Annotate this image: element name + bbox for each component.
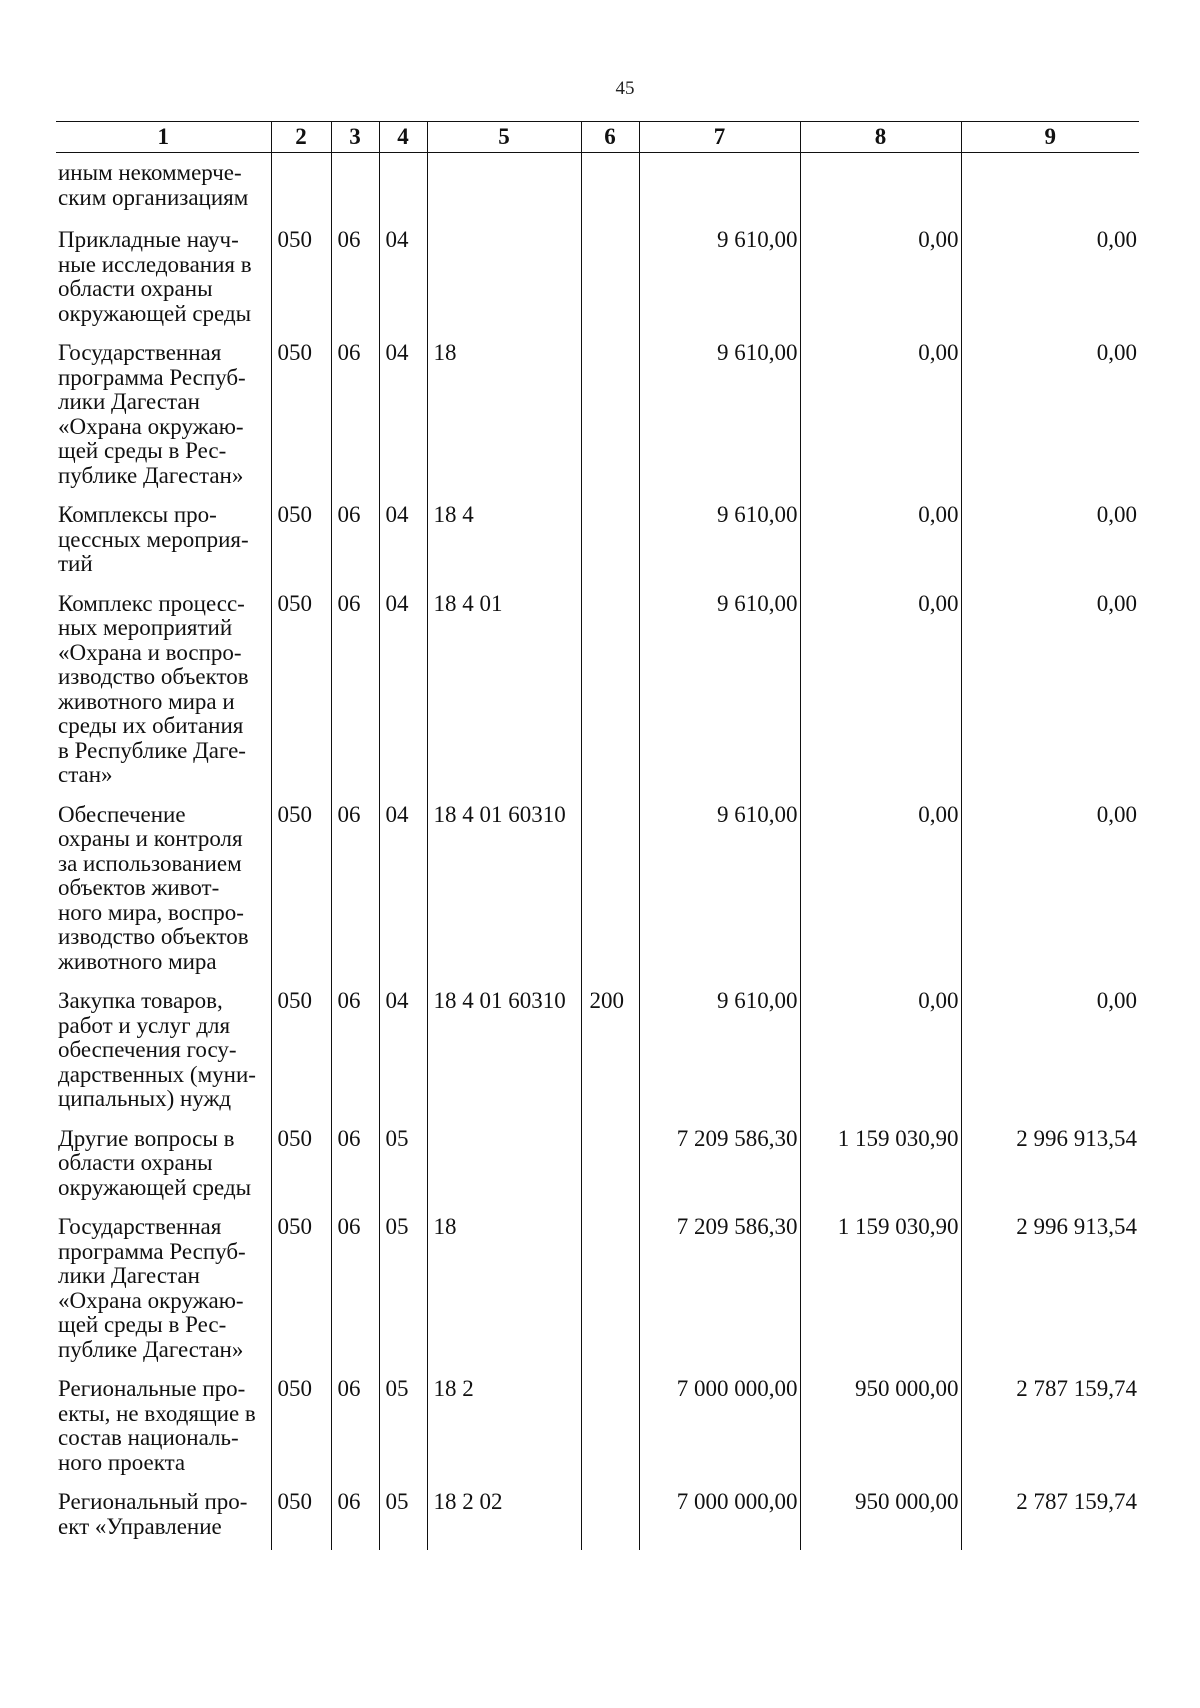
header-col-5: 5 [427, 122, 581, 153]
cell-expense-type [581, 1211, 639, 1373]
cell-section: 06 [331, 1486, 379, 1550]
table-row [56, 337, 1139, 499]
cell-name: иным некоммерче- ским организациям [58, 160, 249, 210]
cell-amount-col7: 7 209 586,30 [639, 1211, 800, 1373]
header-col-7: 7 [639, 122, 800, 153]
table-row [56, 224, 1139, 337]
cell-amount-col8 [800, 153, 961, 225]
table-row [56, 1211, 1139, 1373]
cell-amount-col9: 2 787 159,74 [961, 1486, 1139, 1550]
cell-expense-type [581, 499, 639, 588]
cell-target-article: 18 4 01 [427, 588, 581, 799]
cell-amount-col8: 0,00 [800, 499, 961, 588]
cell-amount-col9: 0,00 [961, 985, 1139, 1123]
table-row [56, 1123, 1139, 1212]
cell-target-article: 18 [427, 337, 581, 499]
table-row [56, 1373, 1139, 1486]
cell-amount-col8: 950 000,00 [800, 1486, 961, 1550]
cell-section: 06 [331, 1211, 379, 1373]
cell-amount-col9: 2 996 913,54 [961, 1211, 1139, 1373]
cell-section: 06 [331, 985, 379, 1123]
cell-name: Закупка товаров, работ и услуг для обеспечения госу- дарственных (муни- ципальных) нужд [58, 988, 256, 1111]
cell-administrator: 050 [271, 1373, 331, 1486]
header-col-8: 8 [800, 122, 961, 153]
cell-amount-col8: 0,00 [800, 224, 961, 337]
cell-amount-col7: 7 209 586,30 [639, 1123, 800, 1212]
cell-subsection: 05 [379, 1373, 427, 1486]
header-col-3: 3 [331, 122, 379, 153]
cell-section: 06 [331, 499, 379, 588]
cell-amount-col8: 0,00 [800, 337, 961, 499]
table-row [56, 153, 1139, 225]
cell-name: Прикладные науч- ные исследования в области охраны окружающей среды [58, 227, 252, 326]
cell-amount-col9: 2 996 913,54 [961, 1123, 1139, 1212]
cell-amount-col9: 0,00 [961, 337, 1139, 499]
cell-administrator: 050 [271, 1486, 331, 1550]
cell-name: Региональный про- ект «Управление [58, 1489, 248, 1539]
cell-name: Государственная программа Респуб- лики Дагестан «Охрана окружаю- щей среды в Рес- публике Дагестан» [58, 1214, 246, 1362]
cell-administrator: 050 [271, 1123, 331, 1212]
cell-amount-col9 [961, 153, 1139, 225]
cell-expense-type [581, 1486, 639, 1550]
cell-name: Государственная программа Респуб- лики Дагестан «Охрана окружаю- щей среды в Рес- публике Дагестан» [58, 340, 246, 488]
cell-target-article: 18 [427, 1211, 581, 1373]
cell-amount-col8: 0,00 [800, 588, 961, 799]
cell-amount-col8: 1 159 030,90 [800, 1123, 961, 1212]
cell-subsection: 04 [379, 588, 427, 799]
cell-section: 06 [331, 1123, 379, 1212]
cell-expense-type [581, 224, 639, 337]
cell-subsection: 04 [379, 499, 427, 588]
cell-subsection: 04 [379, 224, 427, 337]
cell-section: 06 [331, 224, 379, 337]
cell-amount-col8: 1 159 030,90 [800, 1211, 961, 1373]
cell-subsection [379, 153, 427, 225]
cell-amount-col7: 7 000 000,00 [639, 1373, 800, 1486]
cell-expense-type [581, 1373, 639, 1486]
cell-administrator: 050 [271, 224, 331, 337]
cell-subsection: 05 [379, 1486, 427, 1550]
cell-expense-type [581, 588, 639, 799]
table-row [56, 985, 1139, 1123]
cell-target-article: 18 2 02 [427, 1486, 581, 1550]
budget-table [56, 121, 1139, 1550]
cell-target-article: 18 2 [427, 1373, 581, 1486]
cell-target-article: 18 4 [427, 499, 581, 588]
cell-target-article: 18 4 01 60310 [427, 799, 581, 986]
cell-target-article [427, 224, 581, 337]
cell-amount-col7: 9 610,00 [639, 224, 800, 337]
cell-subsection: 04 [379, 337, 427, 499]
cell-amount-col9: 0,00 [961, 799, 1139, 986]
cell-administrator: 050 [271, 985, 331, 1123]
cell-administrator: 050 [271, 1211, 331, 1373]
cell-section: 06 [331, 1373, 379, 1486]
cell-amount-col7: 7 000 000,00 [639, 1486, 800, 1550]
header-col-2: 2 [271, 122, 331, 153]
header-col-1: 1 [56, 122, 271, 153]
cell-expense-type: 200 [581, 985, 639, 1123]
table-body [56, 153, 1139, 1551]
cell-name: Комплекс процесс- ных мероприятий «Охрана и воспро- изводство объектов животного мира и среды их обитания в Республике Даге- стан» [58, 590, 249, 787]
cell-target-article [427, 153, 581, 225]
table-row [56, 499, 1139, 588]
cell-section: 06 [331, 588, 379, 799]
cell-amount-col9: 0,00 [961, 224, 1139, 337]
table-row [56, 1486, 1139, 1550]
cell-section [331, 153, 379, 225]
cell-subsection: 04 [379, 985, 427, 1123]
cell-administrator: 050 [271, 588, 331, 799]
cell-administrator: 050 [271, 337, 331, 499]
header-col-6: 6 [581, 122, 639, 153]
cell-amount-col8: 950 000,00 [800, 1373, 961, 1486]
cell-name: Региональные про- екты, не входящие в состав националь- ного проекта [58, 1376, 256, 1475]
cell-target-article: 18 4 01 60310 [427, 985, 581, 1123]
cell-expense-type [581, 1123, 639, 1212]
cell-amount-col7: 9 610,00 [639, 985, 800, 1123]
cell-name: Другие вопросы в области охраны окружающей среды [58, 1125, 252, 1200]
budget-table-wrapper [56, 121, 1139, 1550]
header-col-4: 4 [379, 122, 427, 153]
cell-amount-col7: 9 610,00 [639, 588, 800, 799]
table-row [56, 799, 1139, 986]
cell-administrator: 050 [271, 499, 331, 588]
cell-amount-col9: 2 787 159,74 [961, 1373, 1139, 1486]
cell-administrator [271, 153, 331, 225]
cell-subsection: 05 [379, 1211, 427, 1373]
cell-expense-type [581, 337, 639, 499]
cell-administrator: 050 [271, 799, 331, 986]
cell-amount-col9: 0,00 [961, 588, 1139, 799]
header-row [56, 122, 1139, 153]
page-number: 45 [615, 78, 635, 99]
cell-amount-col7: 9 610,00 [639, 799, 800, 986]
cell-expense-type [581, 799, 639, 986]
cell-subsection: 05 [379, 1123, 427, 1212]
cell-expense-type [581, 153, 639, 225]
table-row [56, 588, 1139, 799]
header-col-9: 9 [961, 122, 1139, 153]
cell-amount-col8: 0,00 [800, 985, 961, 1123]
cell-amount-col7 [639, 153, 800, 225]
cell-target-article [427, 1123, 581, 1212]
cell-amount-col7: 9 610,00 [639, 337, 800, 499]
cell-subsection: 04 [379, 799, 427, 986]
cell-section: 06 [331, 337, 379, 499]
cell-name: Комплексы про- цессных мероприя- тий [58, 502, 249, 576]
cell-section: 06 [331, 799, 379, 986]
cell-amount-col7: 9 610,00 [639, 499, 800, 588]
cell-amount-col8: 0,00 [800, 799, 961, 986]
cell-name: Обеспечение охраны и контроля за использованием объектов живот- ного мира, воспро- изводство объектов животного мира [58, 801, 249, 974]
cell-amount-col9: 0,00 [961, 499, 1139, 588]
